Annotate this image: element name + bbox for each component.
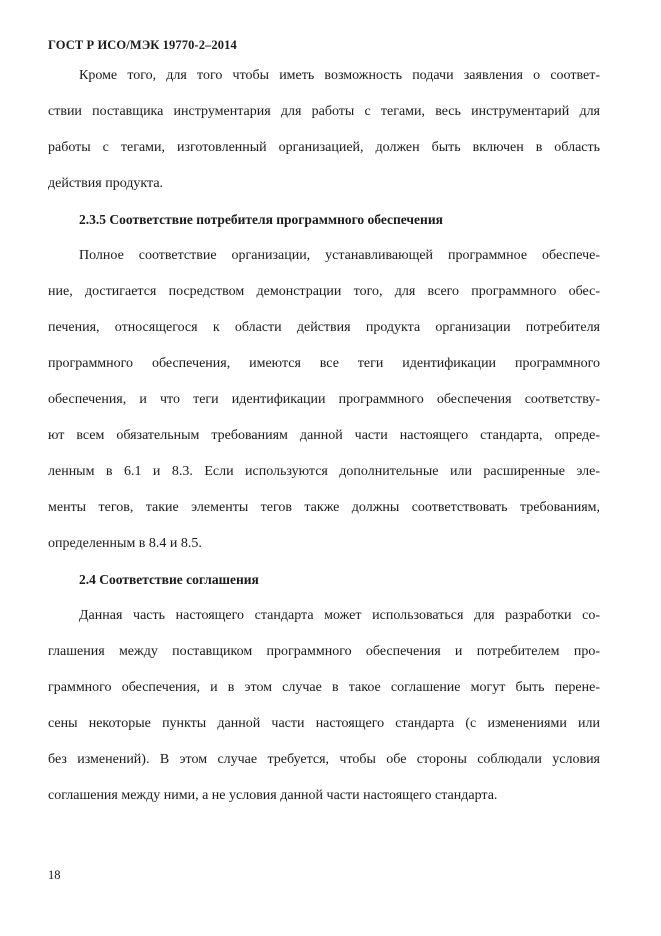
text-line: без изменений). В этом случае требуется, чтобы обе стороны соблюдали условия bbox=[48, 752, 600, 767]
page-number: 18 bbox=[48, 868, 61, 882]
page-content bbox=[48, 58, 600, 814]
text-line: ствии поставщика инструментария для работы с тегами, весь инструментарий для bbox=[48, 104, 600, 119]
text-line: работы с тегами, изготовленный организацией, должен быть включен в область bbox=[48, 140, 600, 155]
text-line: менты тегов, такие элементы тегов также должны соответствовать требованиям, bbox=[48, 500, 600, 515]
text-line: граммного обеспечения, и в этом случае в такое соглашение могут быть перене- bbox=[48, 680, 600, 695]
text-line: обеспечения, и что теги идентификации программного обеспечения соответству- bbox=[48, 392, 600, 407]
paragraph-2-3-5 bbox=[48, 238, 600, 562]
paragraph-intro bbox=[48, 58, 600, 202]
text-line: Кроме того, для того чтобы иметь возможность подачи заявления о соответ- bbox=[79, 68, 600, 83]
text-line: Полное соответствие организации, устанавливающей программное обеспече- bbox=[79, 248, 600, 263]
standard-header: ГОСТ Р ИСО/МЭК 19770-2–2014 bbox=[48, 38, 237, 52]
text-line: глашения между поставщиком программного обеспечения и потребителем про- bbox=[48, 644, 600, 659]
paragraph-2-4 bbox=[48, 598, 600, 814]
text-line: печения, относящегося к области действия продукта организации потребителя bbox=[48, 320, 600, 335]
document-page bbox=[48, 0, 600, 936]
section-heading-2-3-5: 2.3.5 Соответствие потребителя программного обеспечения bbox=[79, 212, 443, 227]
text-line: определенным в 8.4 и 8.5. bbox=[48, 536, 202, 551]
text-line: ленным в 6.1 и 8.3. Если используются дополнительные или расширенные эле- bbox=[48, 464, 600, 479]
text-line: ют всем обязательным требованиям данной части настоящего стандарта, опреде- bbox=[48, 428, 600, 443]
text-line: сены некоторые пункты данной части настоящего стандарта (с изменениями или bbox=[48, 716, 600, 731]
section-heading-2-4: 2.4 Соответствие соглашения bbox=[79, 572, 259, 587]
text-line: действия продукта. bbox=[48, 176, 164, 191]
text-line: Данная часть настоящего стандарта может использоваться для разработки со- bbox=[79, 608, 600, 623]
text-line: соглашения между ними, а не условия данной части настоящего стандарта. bbox=[48, 788, 498, 803]
text-line: программного обеспечения, имеются все теги идентификации программного bbox=[48, 356, 600, 371]
text-line: ние, достигается посредством демонстрации того, для всего программного обес- bbox=[48, 284, 600, 299]
